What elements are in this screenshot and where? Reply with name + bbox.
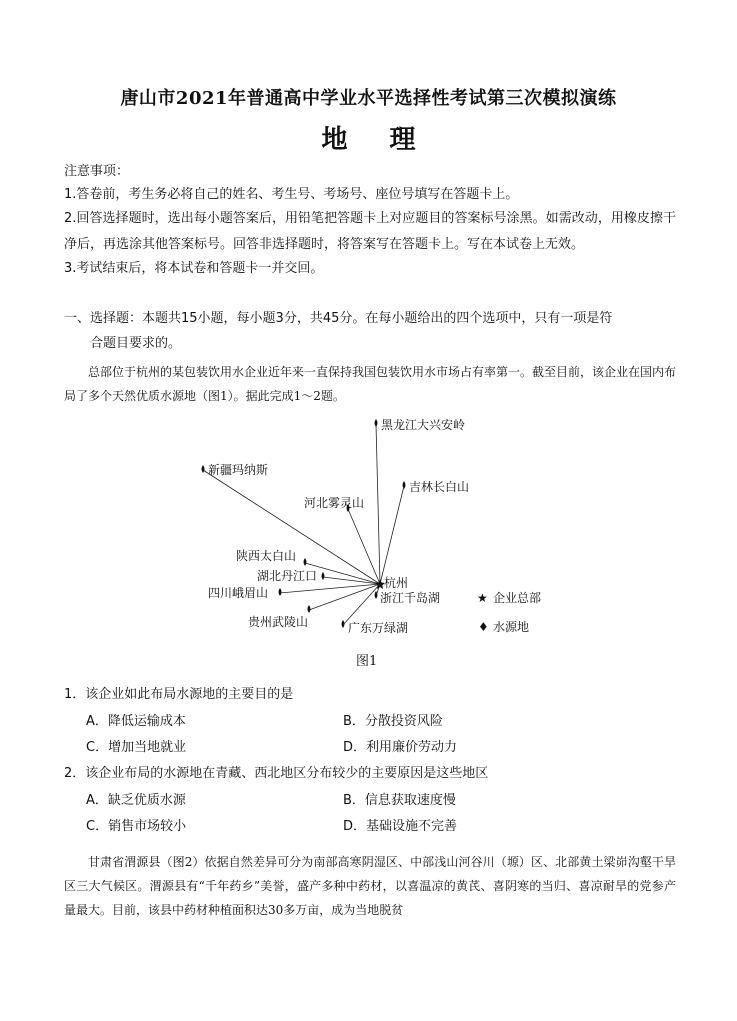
q2-option-c: C．销售市场较小 xyxy=(86,819,187,834)
label-hebei: 河北雾灵山 xyxy=(304,496,365,510)
label-heilongjiang: 黑龙江大兴安岭 xyxy=(381,418,466,432)
figure-1-diagram xyxy=(0,410,737,640)
label-hubei: 湖北丹江口 xyxy=(257,569,318,583)
label-sichuan: 四川峨眉山 xyxy=(208,586,269,600)
q2-option-b: B．信息获取速度慢 xyxy=(343,793,456,808)
q1-option-d: D．利用廉价劳动力 xyxy=(343,740,458,755)
note-item-3: 3.考试结束后，将本试卷和答题卡一并交回。 xyxy=(64,261,324,276)
label-guizhou: 贵州武陵山 xyxy=(248,615,309,629)
label-shaanxi: 陕西太白山 xyxy=(236,549,297,563)
q1-option-b: B．分散投资风险 xyxy=(343,714,443,729)
q1-option-a: A．降低运输成本 xyxy=(86,714,186,729)
link-line xyxy=(203,470,380,584)
water-source-icon xyxy=(403,481,406,489)
passage-2: 甘肃省渭源县（图2）依据自然差异可分为南部高寒阴湿区、中部浅山河谷川（塬）区、北部黄土梁峁沟壑干旱区三大气候区。渭源县有“千年药乡”美誉，盛产多种中药材，以喜温凉的黄芪、喜阴寒的当归、喜凉耐旱的党参产量最大。目前，该县中药材种植面积达30多万亩，成为当地脱贫 xyxy=(64,855,676,917)
link-line xyxy=(343,584,380,625)
legend-source-label: 水源地 xyxy=(493,620,530,634)
label-jilin: 吉林长白山 xyxy=(409,480,470,494)
water-source-icon xyxy=(304,558,307,566)
water-source-icon xyxy=(308,605,311,613)
question-1-stem: 1．该企业如此布局水源地的主要目的是 xyxy=(64,687,294,702)
legend-star-icon: ★ xyxy=(477,591,488,605)
water-source-icon xyxy=(279,588,282,596)
note-item-2: 2.回答选择题时，选出每小题答案后，用铅笔把答题卡上对应题目的答案标号涂黑。如需改动，用橡皮擦干净后，再选涂其他答案标号。回答非选择题时，将答案写在答题卡上。写在本试卷上无效。 xyxy=(64,211,676,252)
link-line xyxy=(280,584,380,593)
figure-1-caption: 图1 xyxy=(356,654,378,669)
notes-heading: 注意事项： xyxy=(64,164,130,179)
q2-option-a: A．缺乏优质水源 xyxy=(86,793,186,808)
section-heading-cont: 合题目要求的。 xyxy=(90,336,182,351)
link-line xyxy=(309,584,380,610)
exam-title: 唐山市2021年普通高中学业水平选择性考试第三次模拟演练 xyxy=(120,88,617,109)
water-source-icon xyxy=(322,572,325,580)
label-xinjiang: 新疆玛纳斯 xyxy=(208,463,269,477)
subject-title: 地理 xyxy=(321,125,458,155)
label-hangzhou: 杭州 xyxy=(384,576,409,590)
water-source-icon xyxy=(202,465,205,473)
water-source-icon xyxy=(342,620,345,628)
q2-option-d: D．基础设施不完善 xyxy=(343,819,458,834)
passage-1: 总部位于杭州的某包装饮用水企业近年来一直保持我国包装饮用水市场占有率第一。截至目前，该企业在国内布局了多个天然优质水源地（图1）。据此完成1～2题。 xyxy=(64,365,677,403)
water-source-icon xyxy=(375,419,378,427)
section-heading: 一、选择题：本题共15小题，每小题3分，共45分。在每小题给出的四个选项中，只有一项是符 xyxy=(64,311,613,326)
link-line xyxy=(376,424,380,584)
link-line xyxy=(380,486,404,584)
legend-drop-icon: ♦ xyxy=(478,620,489,634)
q1-option-c: C．增加当地就业 xyxy=(86,740,187,755)
label-zhejiang: 浙江千岛湖 xyxy=(380,591,441,605)
note-item-1: 1.答卷前，考生务必将自己的姓名、考生号、考场号、座位号填写在答题卡上。 xyxy=(64,187,519,202)
legend-hq-label: 企业总部 xyxy=(493,591,542,605)
link-line xyxy=(348,509,380,584)
label-guangdong: 广东万绿湖 xyxy=(348,621,409,635)
question-2-stem: 2．该企业布局的水源地在青藏、西北地区分布较少的主要原因是这些地区 xyxy=(64,766,489,781)
